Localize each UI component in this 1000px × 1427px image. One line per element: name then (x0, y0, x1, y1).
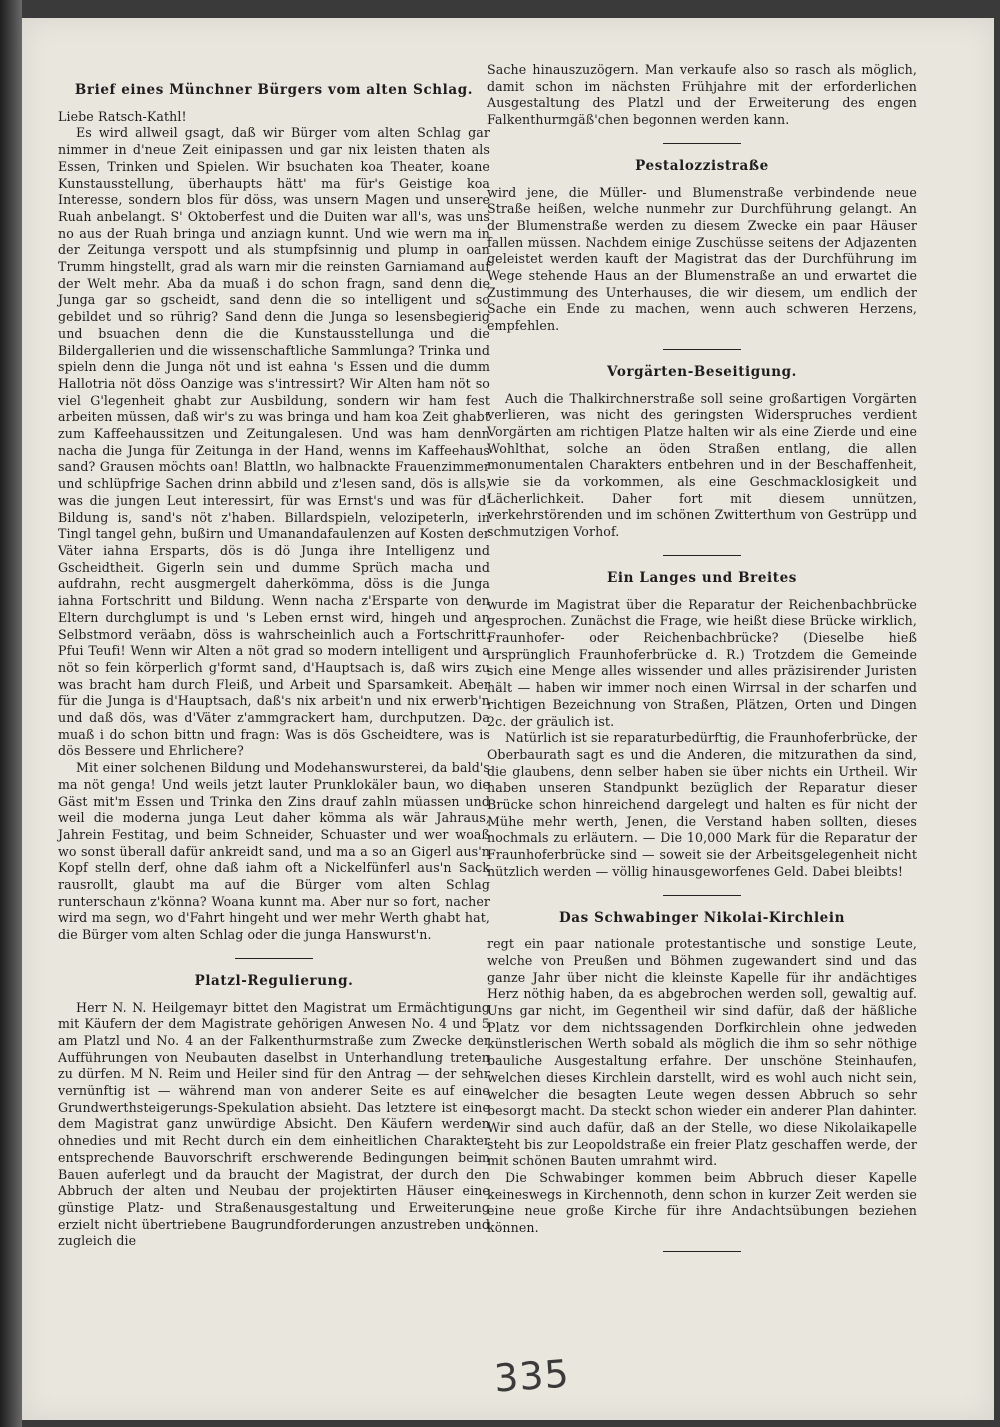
article-paragraph: Auch die Thalkirchnerstraße soll seine großartigen Vorgärten verlieren, was nicht des geringsten Widerspruches verdient Vorgärten am richtigen Platze halten wir als eine Zierde und eine Wohlthat, solche an öden Straßen entlang, die allen monumentalen Charakters entbehren und in der Beschaffenheit, wie sie da vorkommen, als eine Geschmacklosigkeit und Lächerlichkeit. Daher fort mit diesem unnützen, verkehrstörenden und im schönen Zwitterthum von Gestrüpp und schmutzigen Vorhof. (487, 390, 917, 540)
left-column (58, 62, 490, 1250)
book-binding-edge (0, 0, 22, 1427)
article-paragraph: wird jene, die Müller- und Blumenstraße verbindende neue Straße heißen, welche nunmehr zur Durchführung gelangt. An der Blumenstraße werden zu diesem Zwecke ein paar Häuser fallen müssen. Nachdem einige Zuschüsse seitens der Adjazenten geleistet werden kauft der Magistrat das der Durchführung im Wege stehende Haus an der Blumenstraße an und erwartet die Zustimmung des Unterhauses, die wir diesem, um endlich der Sache ein Ende zu machen, wenn auch schweren Herzens, empfehlen. (487, 184, 917, 334)
article-title-vorgaerten: Vorgärten-Beseitigung. (607, 363, 797, 380)
article-paragraph: Herr N. N. Heilgemayr bittet den Magistrat um Ermächtigung mit Käufern der dem Magistrate gehörigen Anwesen No. 4 und 5 am Platzl und No. 4 an der Falkenthurmstraße zum Zwecke der Aufführungen von Neubauten daselbst in Unterhandlung treten zu dürfen. M N. Reim und Heiler sind für den Antrag — der sehr vernünftig ist — während man von anderer Seite es auf eine Grundwerthsteigerungs-Spekulation absieht. Das letztere ist eine dem Magistrat ganz unwürdige Absicht. Den Käufern werden ohnedies und mit Recht durch ein dem einheitlichen Charakter entsprechende Bauvorschrift erschwerende Bedingungen beim Bauen auferlegt und da braucht der Magistrat, der durch den Abbruch der alten und Neubau der projektirten Häuser eine günstige Platz- und Straßenausgestaltung und Erweiterung erzielt nicht übertriebene Baugrundforderungen anzustreben und zugleich die (58, 999, 490, 1249)
article-paragraph: Es wird allweil gsagt, daß wir Bürger vom alten Schlag gar nimmer in d'neue Zeit einipassen und gar nix leisten thaten als Essen, Trinken und Spielen. Wir bsuchaten koa Theater, koane Kunstausstellung, überhaupts hätt' ma für's Geistige koa Interesse, sondern blos für döss, was unsern Magen und unsere Ruah anbelangt. S' Oktoberfest und die Duiten war all's, was uns no aus der Ruah bringa und anziagn kunnt. Und wie wern ma in der Zeitunga verspott und als stumpfsinnig und plump in oan Trumm hingstellt, grad als warn mir die reinsten Garniamand auf der Welt mehr. Aba da muaß i do schon fragn, sand denn die Junga gar so gscheidt, sand denn die so intelligent und so gebildet und so rührig? Sand denn die Junga so lesensbegierig und bsuachen denn die die Kunstausstellunga und die Bildergallerien und die wissenschaftliche Sammlunga? Trinka und spieln denn die Junga nöt und ist eahna 's Essen und die dumm Hallotria nöt döss Oanzige was s'intressirt? Wir Alten ham nöt so viel G'legenheit ghabt zur Ausbildung, sondern wir ham fest arbeiten müssen, daß wir's zu was bringa und ham koa Zeit ghabt zum Kaffeehaussitzen und Zeitungalesen. Und was ham denn nacha die Junga für Zeitunga in der Hand, wenns im Kaffeehaus sand? Grausen möchts oan! Blattln, wo halbnackte Frauenzimmer und schlüpfrige Sachen drinn abbild und z'lesen sand, dös is alls, was die jungen Leut interessirt, für was Ernst's und was für d' Bildung is, sand's nöt z'haben. Billardspieln, velozipeterln, in Tingl tangel gehn, bußirn und Umanandafaulenzen auf Kosten der Väter iahna Ersparts, dös is dö Junga ihre Intelligenz und Gscheidtheit. Gigerln sein und dumme Sprüch macha und aufdrahn, recht ausgmergelt daherkömma, döss is die Junga iahna Fortschritt und Bildung. Wenn nacha z'Ersparte von den Eltern durchglumpt is und 's Leben ernst wird, hingeh und an Selbstmord veräabn, döss is wahrscheinlich auch a Fortschritt. Pfui Teufi! Wenn wir Alten a nöt grad so modern intelligent und a nöt so fein körperlich g'formt sand, d'Hauptsach is, daß wirs zu was bracht ham durch Fleiß, und Arbeit und Sparsamkeit. Aber für die Junga is d'Hauptsach, daß's nix arbeit'n und nix erwerb'n und daß dös, was d'Väter z'ammgrackert ham, durchputzen. Da muaß i do schon bittn und fragn: Was is dös Gscheidtere, was is dös Bessere und Ehrlichere? (58, 125, 490, 759)
section-divider (663, 555, 741, 556)
article-title-nikolai: Das Schwabinger Nikolai-Kirchlein (558, 909, 846, 926)
right-column (487, 62, 917, 1258)
article-paragraph: Mit einer solchenen Bildung und Modehanswursterei, da bald's ma nöt genga! Und weils jetzt lauter Prunklokäler baun, wo die Gäst mit'm Essen und Trinka den Zins drauf zahln müassen und weil die moderna junga Leut daher kömma als wär Jahraus, Jahrein Festitag, und beim Schneider, Schuaster und wer woaß wo sonst überall dafür ankreidt sand, und ma a so an Gigerl aus'n Kopf stelln derf, ohne daß iahm oft a Nickelfünferl aus'n Sack rausrollt, glaubt ma auf die Bürger vom alten Schlag runterschaun z'könna? Woana kunnt ma. Aber nur so fort, nacher wird ma segn, wo d'Fahrt hingeht und wer mehr Werth ghabt hat, die Bürger vom alten Schlag oder die junga Hanswurst'n. (58, 760, 490, 943)
article-title-platzl: Platzl-Regulierung. (194, 972, 354, 989)
section-divider (663, 349, 741, 350)
section-divider (235, 958, 313, 959)
section-divider (663, 1251, 741, 1252)
section-divider (663, 143, 741, 144)
article-title-langes: Ein Langes und Breites (607, 569, 797, 586)
article-paragraph: Die Schwabinger kommen beim Abbruch dieser Kapelle keineswegs in Kirchennoth, denn schon in kurzer Zeit werden sie eine neue große Kirche für ihre Andachtsübungen beziehen können. (487, 1170, 917, 1236)
article-paragraph: wurde im Magistrat über die Reparatur der Reichenbachbrücke gesprochen. Zunächst die Frage, wie heißt diese Brücke wirklich, Fraunhofer- oder Reichenbachbrücke? (Dieselbe hieß ursprünglich Fraunhoferbrücke d. R.) Trotzdem die Gemeinde sich eine Menge alles wissender und alles präzisirender Juristen hält — haben wir immer noch einen Wirrsal in der scharfen und richtigen Bezeichnung von Straßen, Plätzen, Orten und Dingen 2c. der gräulich ist. (487, 596, 917, 729)
article-paragraph: Natürlich ist sie reparaturbedürftig, die Fraunhoferbrücke, der Oberbaurath sagt es und die Anderen, die mitzurathen da sind, die glaubens, denn selber haben sie über nichts ein Urtheil. Wir haben unseren Standpunkt bezüglich der Reparatur dieser Brücke schon hinreichend dargelegt und halten es für nicht der Mühe mehr werth, Jenen, die Verstand haben sollten, dieses nochmals zu erläutern. — Die 10,000 Mark für die Reparatur der Fraunhoferbrücke sind — soweit sie der Arbeitsgelegenheit nicht nützlich werden — völlig hinausgeworfenes Geld. Dabei bleibts! (487, 730, 917, 879)
salutation: Liebe Ratsch-Kathl! (58, 108, 187, 124)
article-paragraph-continued: Sache hinauszuzögern. Man verkaufe also so rasch als möglich, damit schon im nächsten Frühjahre mit der erforderlichen Ausgestaltung des Platzl und der Erweiterung des engen Falkenthurmgäß'chen begonnen werden kann. (487, 62, 917, 128)
section-divider (663, 895, 741, 896)
article-title-brief: Brief eines Münchner Bürgers vom alten Schlag. (74, 82, 474, 98)
article-paragraph: regt ein paar nationale protestantische und sonstige Leute, welche von Preußen und Böhmen zugewandert sind und das ganze Jahr über nicht die kleinste Kapelle für ihr andächtiges Herz nöthig haben, da es abgebrochen werden soll, gewaltig auf. Uns gar nicht, im Gegentheil wir sind dafür, daß der häßliche Platz vor dem nichtssagenden Dorfkirchlein ohne jedweden künstlerischen Werth sobald als möglich die ihm so sehr nöthige bauliche Ausgestaltung erfahre. Der unschöne Steinhaufen, welchen dieses Kirchlein darstellt, wird es wohl auch nicht sein, welcher die besagten Leute wegen dessen Abbruch so sehr besorgt macht. Da steckt schon wieder ein anderer Plan dahinter. Wir sind auch dafür, daß an der Stelle, wo diese Nikolaikapelle steht bis zur Leopoldstraße ein freier Platz geschaffen werde, der mit schönen Bauten umrahmt wird. (487, 936, 917, 1169)
handwritten-page-number: 335 (492, 1351, 571, 1401)
article-title-pestalozzi: Pestalozzistraße (635, 157, 769, 174)
